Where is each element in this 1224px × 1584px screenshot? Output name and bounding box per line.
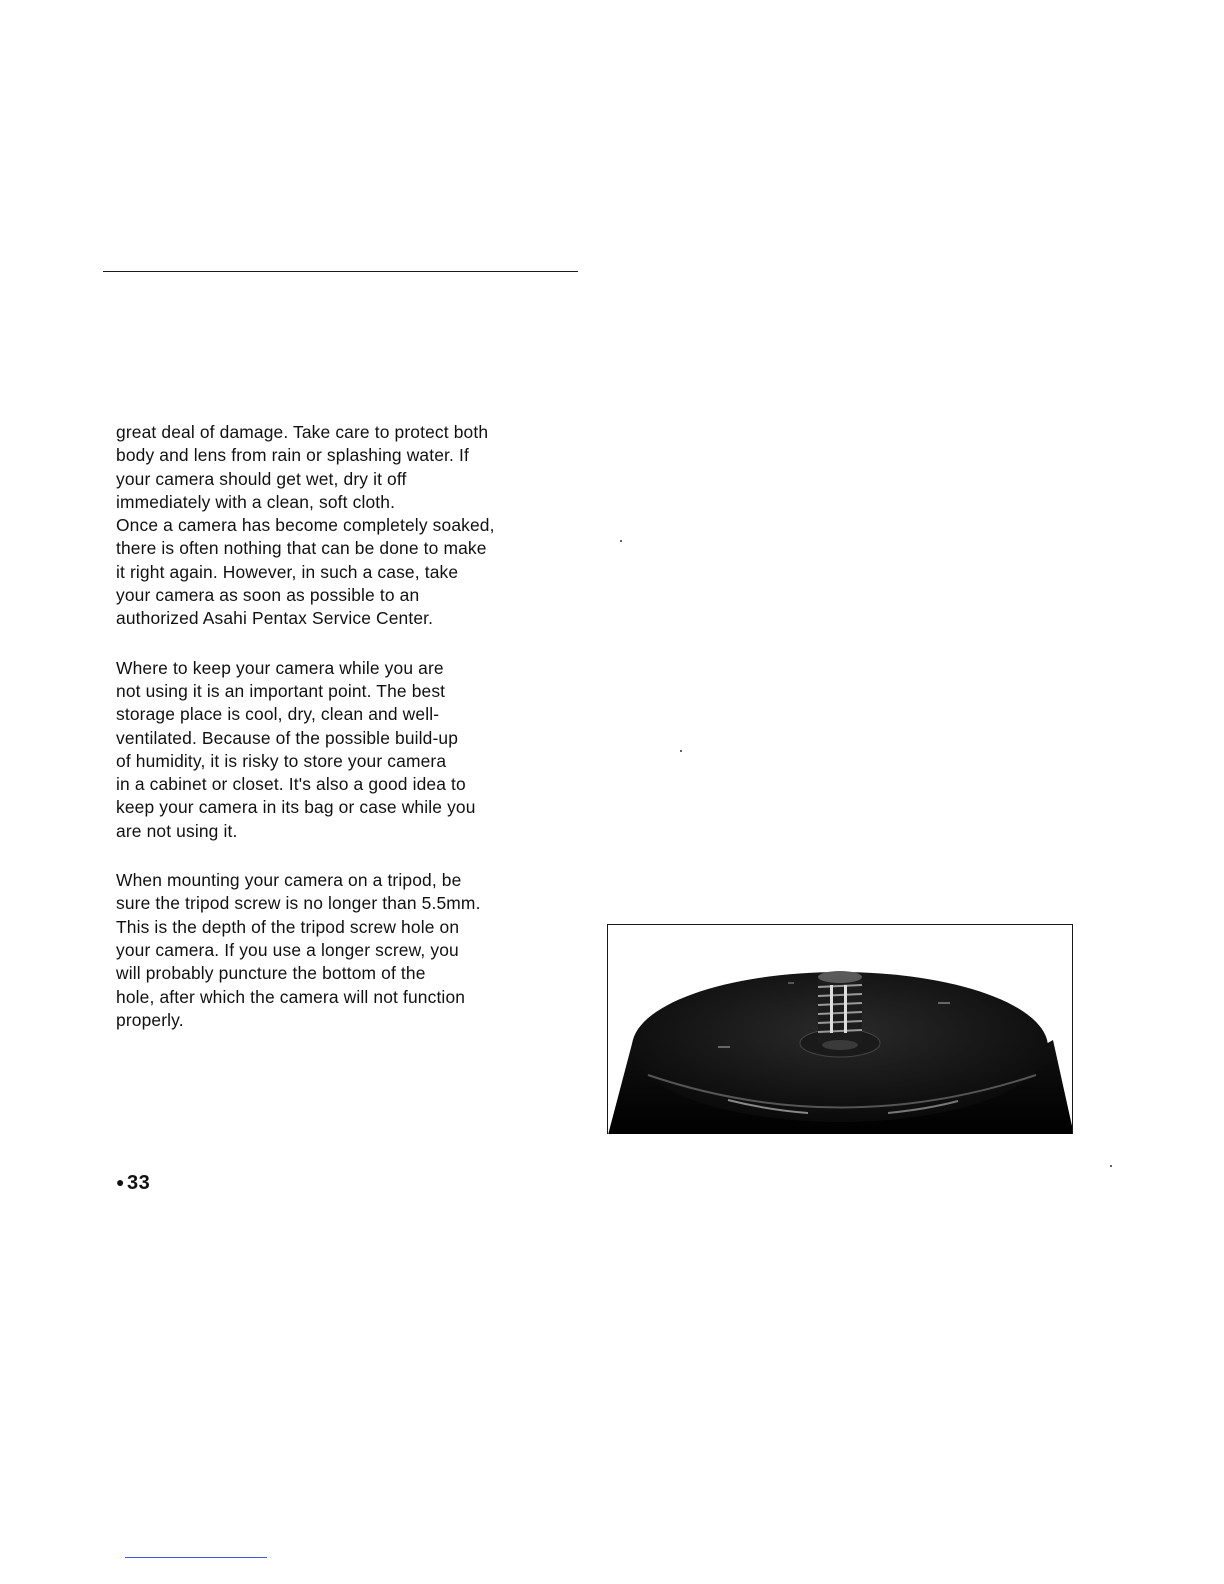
text-line: immediately with a clean, soft cloth. bbox=[116, 491, 396, 512]
text-line: hole, after which the camera will not function bbox=[116, 986, 466, 1007]
text-line: sure the tripod screw is no longer than 5.5mm. bbox=[116, 893, 481, 914]
page-number-value: 33 bbox=[126, 1172, 151, 1194]
text-line: keep your camera in its bag or case while you bbox=[116, 797, 476, 818]
text-line: your camera. If you use a longer screw, you bbox=[116, 939, 459, 960]
text-line: are not using it. bbox=[116, 820, 238, 841]
body-text bbox=[116, 421, 576, 1058]
text-line: This is the depth of the tripod screw hole on bbox=[116, 916, 460, 937]
paragraph-tripod bbox=[116, 869, 576, 1032]
scan-speck bbox=[1110, 1165, 1112, 1167]
tripod-screw-photo bbox=[607, 924, 1073, 1134]
text-line: great deal of damage. Take care to protect both bbox=[116, 422, 489, 442]
text-line: your camera as soon as possible to an bbox=[116, 585, 420, 606]
scan-speck bbox=[620, 540, 622, 542]
text-line: there is often nothing that can be done to make bbox=[116, 538, 487, 559]
text-line: it right again. However, in such a case, take bbox=[116, 561, 459, 582]
text-line: storage place is cool, dry, clean and well- bbox=[116, 704, 440, 725]
paragraph-storage bbox=[116, 657, 576, 843]
text-line: Once a camera has become completely soaked, bbox=[116, 515, 495, 536]
text-line: of humidity, it is risky to store your camera bbox=[116, 750, 447, 771]
page-number bbox=[116, 1172, 150, 1195]
tripod-screw-icon bbox=[608, 925, 1073, 1134]
text-line: authorized Asahi Pentax Service Center. bbox=[116, 608, 434, 629]
text-line: body and lens from rain or splashing water. If bbox=[116, 445, 469, 466]
text-line: not using it is an important point. The best bbox=[116, 680, 446, 701]
text-line: your camera should get wet, dry it off bbox=[116, 468, 407, 489]
text-line: properly. bbox=[116, 1009, 184, 1030]
scan-speck bbox=[680, 750, 682, 752]
footer-rule bbox=[125, 1557, 267, 1558]
paragraph-water-damage bbox=[116, 421, 576, 631]
text-line: will probably puncture the bottom of the bbox=[116, 963, 426, 984]
header-rule bbox=[103, 271, 578, 272]
text-line: When mounting your camera on a tripod, be bbox=[116, 870, 462, 891]
text-line: in a cabinet or closet. It's also a good idea to bbox=[116, 774, 466, 795]
bullet-icon: ● bbox=[116, 1174, 125, 1190]
text-line: Where to keep your camera while you are bbox=[116, 657, 444, 678]
text-line: ventilated. Because of the possible build-up bbox=[116, 727, 459, 748]
